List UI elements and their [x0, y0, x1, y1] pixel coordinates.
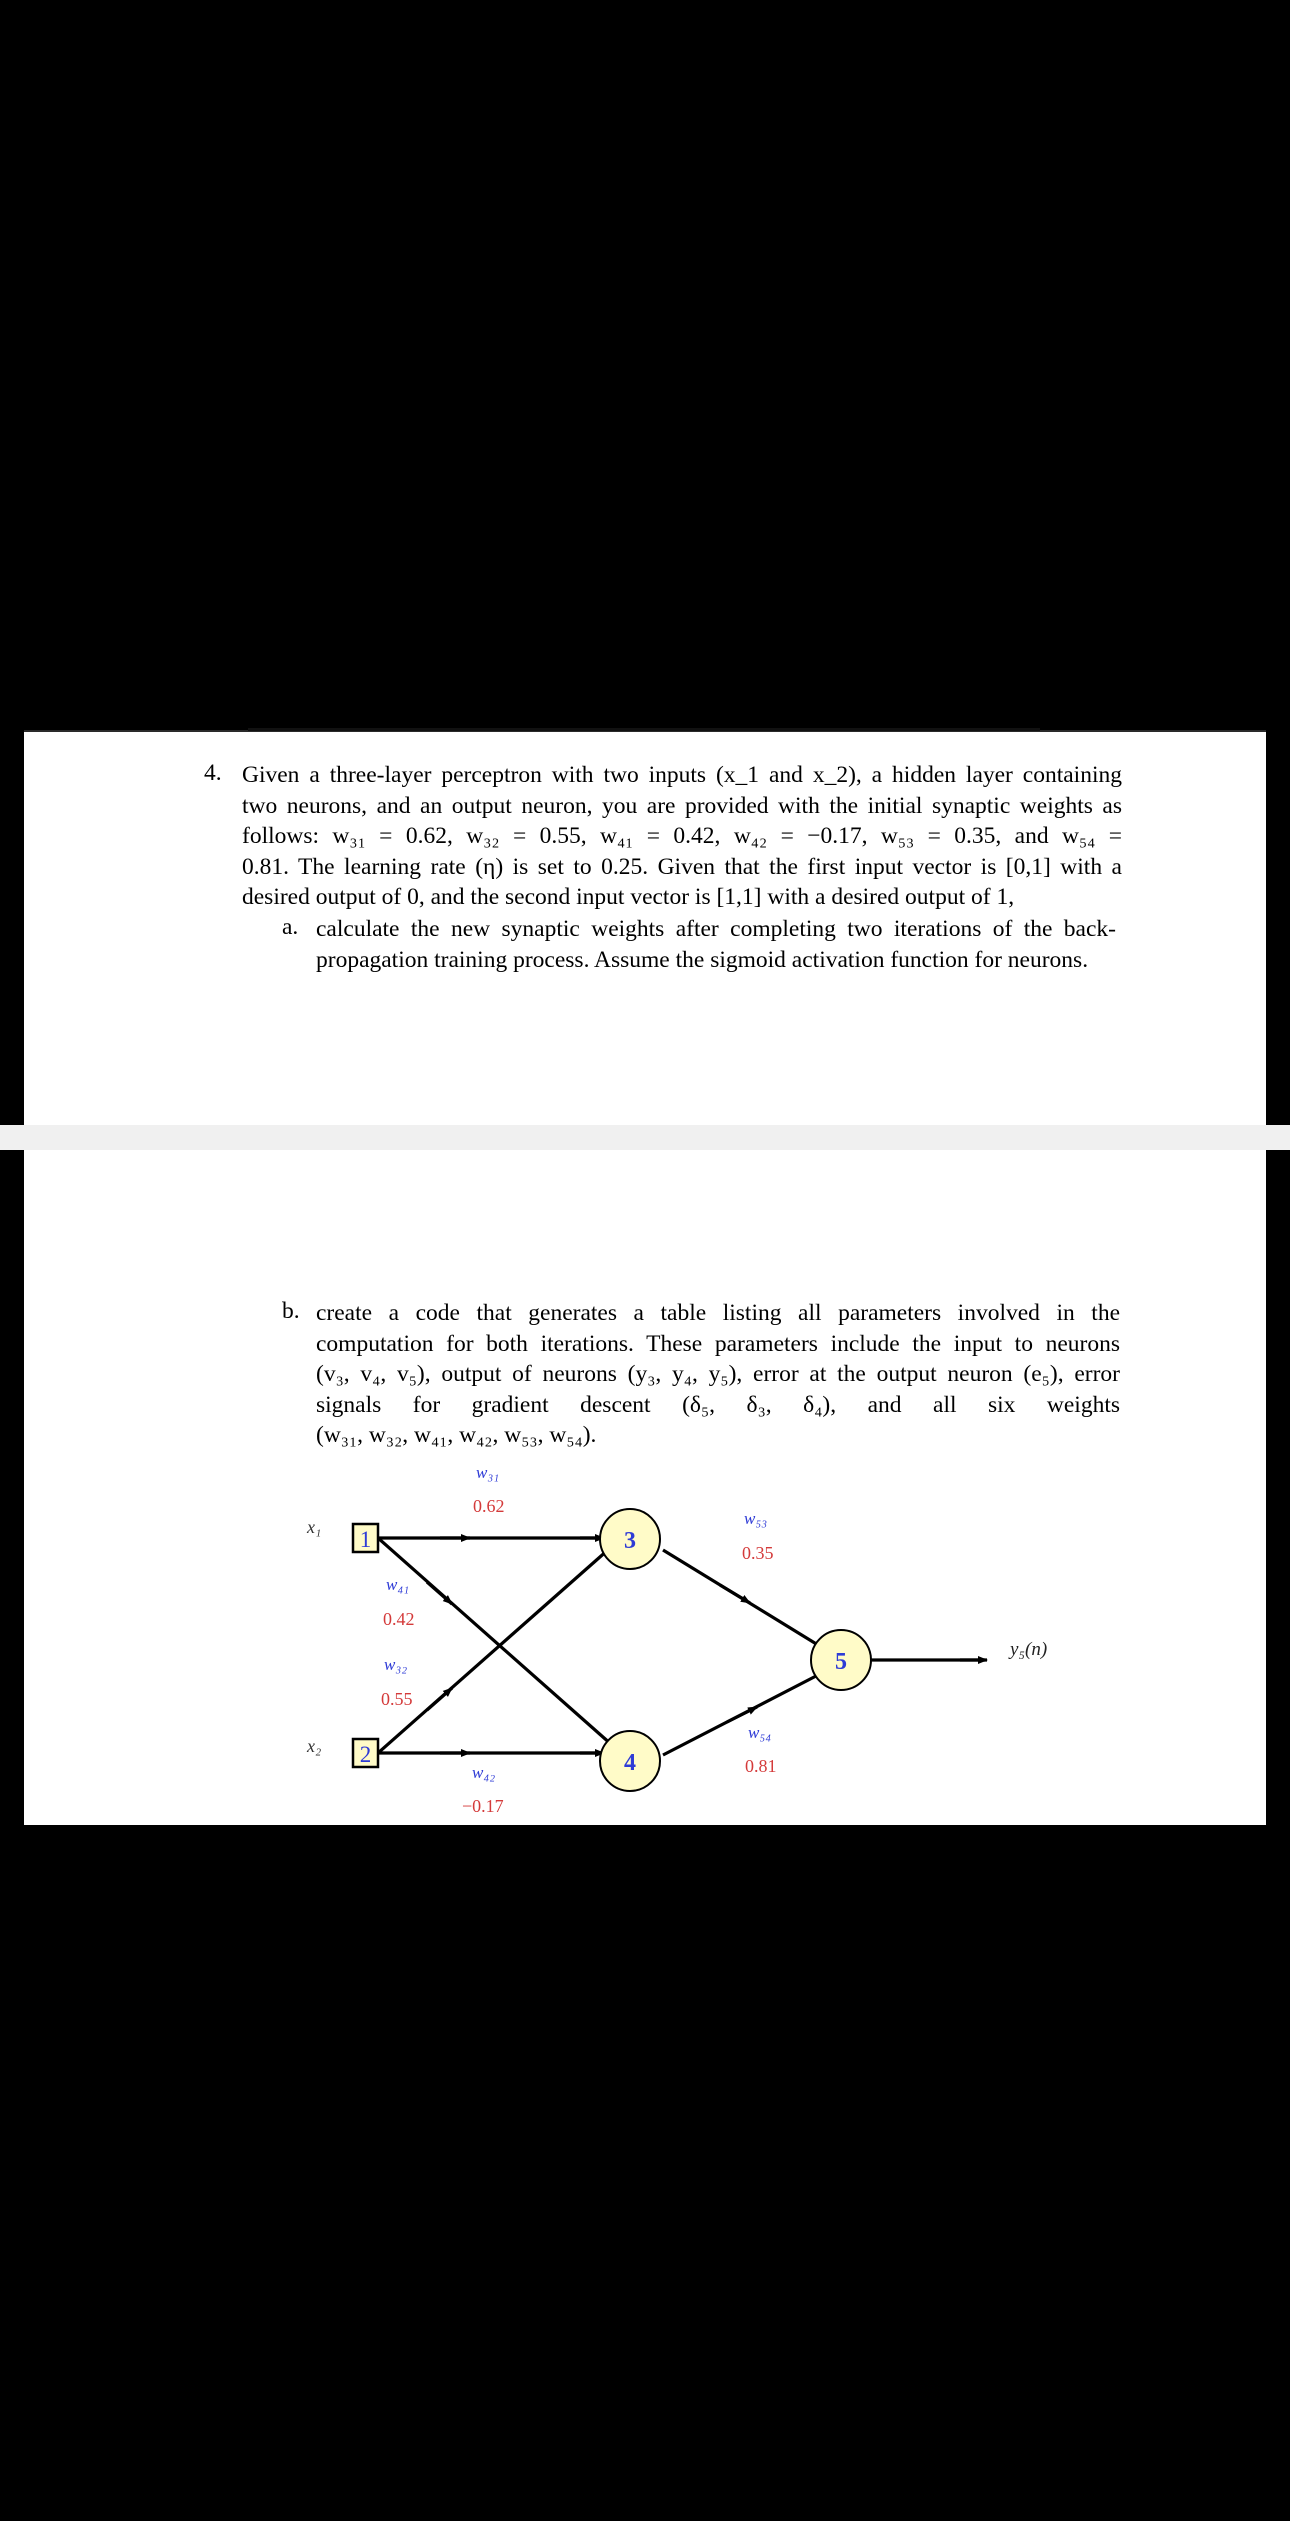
neuron-4-label: 4: [624, 1750, 636, 1776]
x1-label: x₁: [307, 1517, 322, 1537]
part-b-line: create a code that generates a table listing all parameters involved in the: [316, 1300, 1120, 1326]
w32-name: w₃₂: [384, 1655, 408, 1674]
arrow-mid: [720, 1585, 750, 1603]
output-label: y₅(n): [1010, 1639, 1048, 1660]
w53-value: 0.35: [742, 1543, 774, 1563]
w54-name: w₅₄: [748, 1723, 772, 1742]
w31-value: 0.62: [473, 1496, 505, 1516]
part-b-line: computation for both iterations. These parameters include the input to neurons: [316, 1330, 1120, 1357]
w42-name: w₄₂: [472, 1763, 496, 1782]
w54-value: 0.81: [745, 1756, 777, 1776]
question-line: two neurons, and an output neuron, you are provided with the initial synaptic weights as: [242, 792, 1122, 819]
edge-2-3: [378, 1549, 609, 1753]
part-b-line: (v₃, v₄, v₅), output of neurons (y₃, y₄, y₅), error at the output neuron (e₅), error: [316, 1361, 1120, 1387]
part-a-line: calculate the new synaptic weights after completing two iterations of the back-: [316, 916, 1116, 942]
w53-name: w₅₃: [744, 1509, 768, 1528]
part-a-line: propagation training process. Assume the sigmoid activation function for neurons.: [316, 946, 1089, 973]
question-line: desired output of 0, and the second input vector is [1,1] with a desired output of 1,: [242, 884, 1015, 910]
w31-name: w₃₁: [476, 1463, 500, 1482]
input-node-1-label: 1: [359, 1527, 372, 1552]
arrow-mid: [427, 1582, 452, 1604]
part-b-line: (w₃₁, w₃₂, w₄₁, w₄₂, w₅₃, w₅₄).: [316, 1422, 597, 1448]
arrow-mid: [727, 1707, 757, 1722]
question-line: Given a three-layer perceptron with two inputs (x_1 and x_2), a hidden layer containing: [242, 762, 1122, 788]
part-a-letter: a.: [282, 914, 299, 940]
neuron-5-label: 5: [835, 1649, 847, 1675]
w41-value: 0.42: [383, 1609, 415, 1629]
w32-value: 0.55: [381, 1689, 413, 1709]
edge-1-4: [378, 1538, 612, 1745]
neuron-3-label: 3: [624, 1528, 636, 1554]
question-line: 0.81. The learning rate (η) is set to 0.25. Given that the first input vector is [0,1] with a: [242, 853, 1122, 880]
question-number: 4.: [204, 760, 222, 786]
part-b-line: signals for gradient descent (δ₅, δ₃, δ₄), and all six weights: [316, 1391, 1120, 1418]
question-line: follows: w₃₁ = 0.62, w₃₂ = 0.55, w₄₁ = 0.42, w₄₂ = −0.17, w₅₃ = 0.35, and w₅₄ =: [242, 823, 1122, 849]
arrow-mid: [427, 1688, 452, 1710]
w42-value: −0.17: [462, 1796, 504, 1816]
w41-name: w₄₁: [386, 1575, 410, 1594]
weight-labels: [381, 1463, 777, 1816]
connections: [378, 1538, 987, 1755]
input-node-2-label: 2: [359, 1742, 372, 1767]
x2-label: x₂: [307, 1736, 322, 1756]
part-b-letter: b.: [282, 1298, 300, 1324]
